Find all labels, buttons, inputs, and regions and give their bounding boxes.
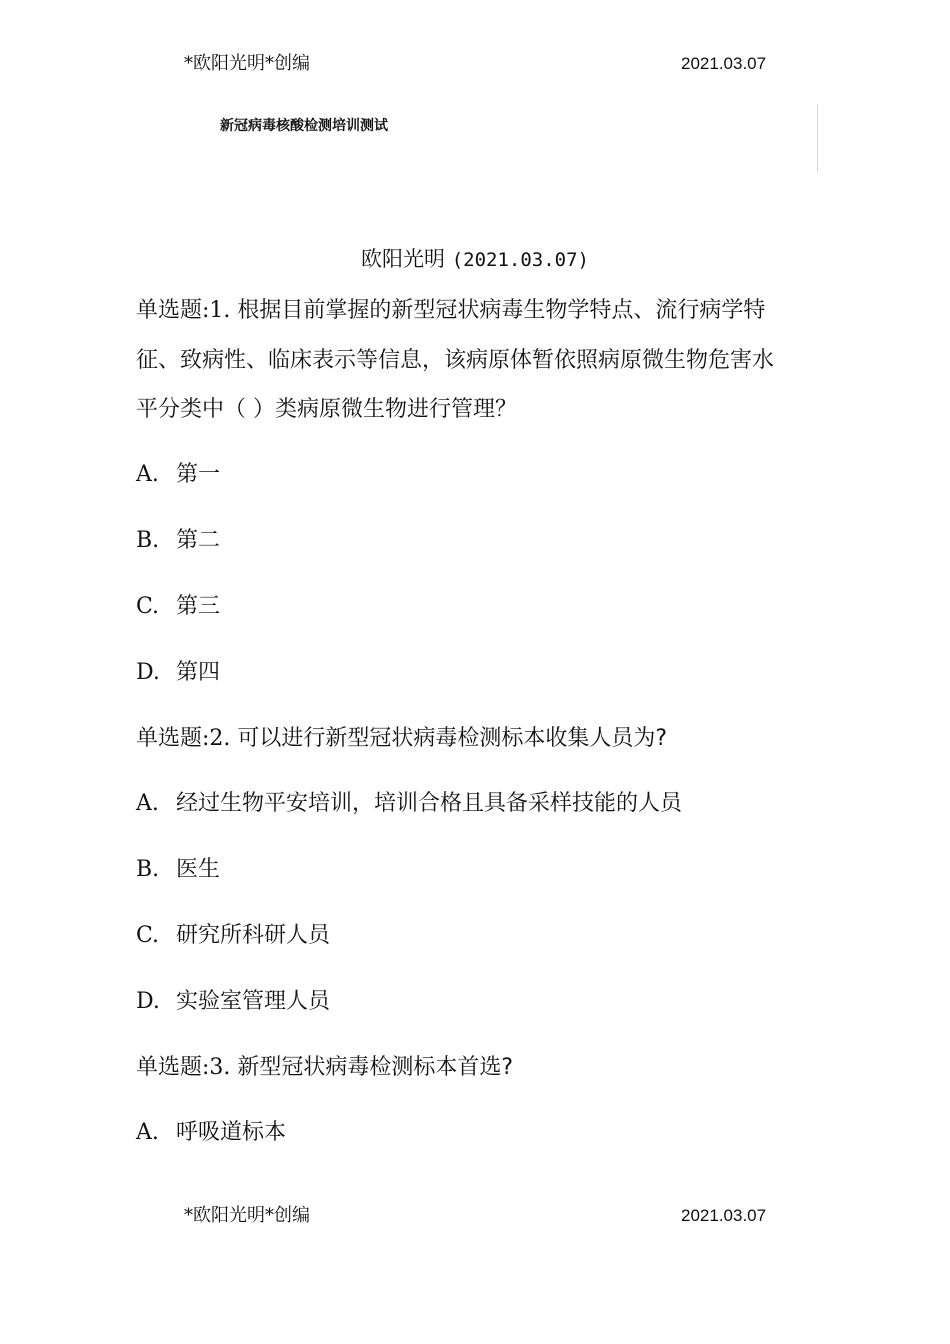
option-text: 医生: [176, 857, 221, 882]
question-1-option-b: [136, 527, 220, 555]
question-1-line-1: [136, 297, 765, 325]
option-label: C.: [136, 594, 160, 619]
question-1-text: 根据目前掌握的新型冠状病毒生物学特点、流行病学特: [237, 298, 766, 323]
document-title: 新冠病毒核酸检测培训测试: [220, 118, 388, 134]
question-1-option-d: [136, 659, 220, 687]
option-label: B.: [136, 528, 160, 553]
option-text: 实验室管理人员: [176, 989, 331, 1014]
footer-author: *欧阳光明*创编: [184, 1205, 310, 1226]
option-label: D.: [136, 989, 160, 1014]
header-date: 2021.03.07: [681, 54, 767, 73]
question-3-option-a: [136, 1119, 286, 1147]
option-label: A.: [136, 462, 159, 487]
question-2-option-a: [136, 790, 682, 818]
margin-divider: [817, 104, 818, 172]
option-text: 经过生物平安培训，培训合格且具备采样技能的人员: [176, 791, 683, 816]
option-text: 第三: [176, 594, 221, 619]
option-text: 第一: [176, 462, 221, 487]
option-label: C.: [136, 923, 160, 948]
question-1-option-a: [136, 461, 220, 489]
question-1-line-3: 平分类中（ ）类病原微生物进行管理？: [136, 397, 517, 422]
option-text: 第四: [176, 660, 221, 685]
question-1-prefix: 单选题:1.: [136, 298, 231, 323]
author-date: (2021.03.07): [451, 249, 589, 271]
question-2-prefix: 单选题:2.: [136, 726, 231, 751]
question-2-text: 可以进行新型冠状病毒检测标本收集人员为?: [237, 726, 668, 751]
option-text: 研究所科研人员: [176, 923, 331, 948]
option-text: 呼吸道标本: [176, 1120, 287, 1145]
question-2-option-c: [136, 922, 330, 950]
option-label: A.: [136, 791, 159, 816]
option-label: B.: [136, 857, 160, 882]
author-line: [0, 246, 950, 273]
option-label: A.: [136, 1120, 159, 1145]
question-2-line-1: [136, 725, 667, 753]
footer-date: 2021.03.07: [681, 1206, 767, 1225]
question-1-option-c: [136, 593, 220, 621]
question-3-prefix: 单选题:3.: [136, 1055, 231, 1080]
question-3-line-1: [136, 1054, 513, 1082]
question-2-option-d: [136, 988, 330, 1016]
header-author: *欧阳光明*创编: [184, 53, 310, 74]
question-1-line-2: 征、致病性、临床表示等信息，该病原体暂依照病原微生物危害水: [136, 348, 775, 373]
question-3-text: 新型冠状病毒检测标本首选?: [237, 1055, 514, 1080]
option-text: 第二: [176, 528, 221, 553]
author-name: 欧阳光明: [361, 247, 446, 271]
option-label: D.: [136, 660, 160, 685]
question-2-option-b: [136, 856, 220, 884]
